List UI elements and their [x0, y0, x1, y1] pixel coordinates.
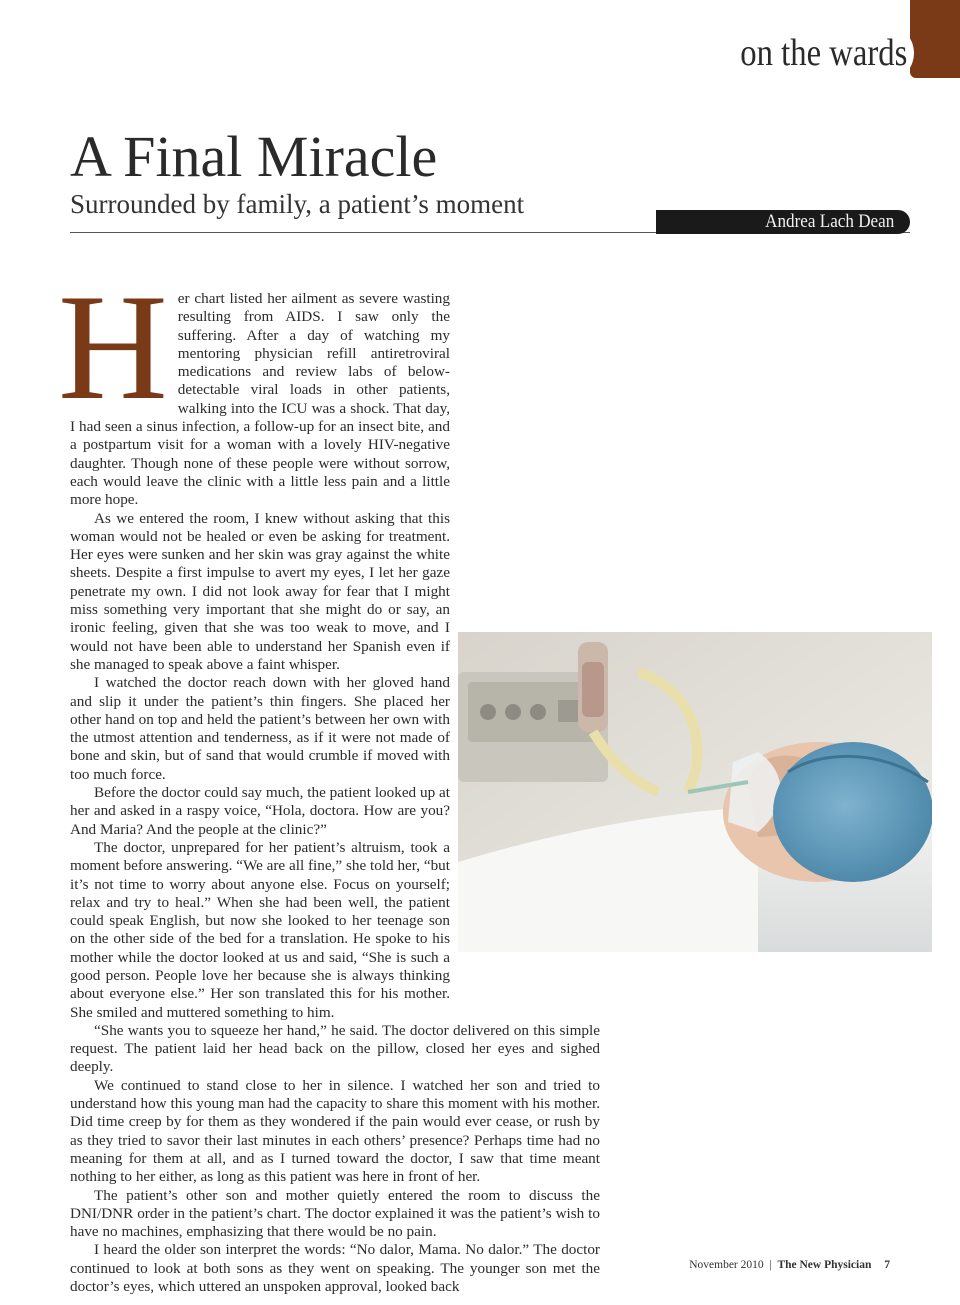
page-footer	[689, 1258, 890, 1272]
paragraph-3: I watched the doctor reach down with her gloved hand and slip it under the patient’s thin fingers. She placed her other hand on top and held the patient’s between her own with the utmost attention and tenderness, as if it were not made of bone and skin, but of sand that would crumble if moved with too much force.	[70, 674, 450, 783]
paragraph-1-text: er chart listed her ailment as severe wasting resulting from AIDS. I saw only the suffering. After a day of watching my mentoring physician refill antiretroviral medications and review labs of below-detectable viral loads in other patients, walking into the ICU was a shock. That day, I had seen a sinus infection, a follow-up for an insect bite, and a postpartum visit for a woman with a lovely HIV-negative daughter. Though none of these people were without sorrow, each would leave the clinic with a little less pain and a little more hope.	[70, 290, 450, 509]
author-name: Andrea Lach Dean	[764, 211, 894, 232]
footer-date: November 2010	[689, 1259, 764, 1271]
footer-separator: |	[769, 1259, 772, 1271]
paragraph-8: The patient’s other son and mother quietly entered the room to discuss the DNI/DNR order in the patient’s chart. The doctor explained it was the patient’s wish to have no machines, emphasizing that there would be no pain.	[70, 1186, 600, 1241]
section-tab-strip	[910, 0, 960, 78]
paragraph-1	[58, 263, 600, 510]
section-label: on the wards	[726, 28, 914, 78]
footer-publication: The New Physician	[777, 1259, 872, 1271]
article-subtitle: Surrounded by family, a patient’s moment	[70, 189, 525, 219]
article-body	[58, 263, 600, 1296]
paragraph-4: Before the doctor could say much, the patient looked up at her and asked in a raspy voice, “Hola, doctora. How are you? And Maria? And the people at the clinic?”	[70, 784, 450, 838]
author-byline	[656, 210, 910, 234]
paragraph-2: As we entered the room, I knew without asking that this woman would not be healed or even be asking for treatment. Her eyes were sunken and her skin was gray against the white sheets. Despite a first impulse to avert my eyes, I let her gaze penetrate my own. I did not look away for fear that I might miss something very important that she might do or say, an ironic feeling, given that she was too weak to move, and I would not have been able to understand her Spanish even if she managed to speak above a faint whisper.	[70, 509, 450, 673]
page-number: 7	[884, 1259, 890, 1271]
paragraph-5: The doctor, unprepared for her patient’s altruism, took a moment before answering. “We are all fine,” she told her, “but it’s not time to worry about anyone else. Focus on yourself; relax and try to heal.” When she had been well, the patient could speak English, but now she looked to her teenage son on the other side of the bed for a translation. He spoke to his mother while the doctor looked at us and said, “She is such a good person. People love her because she is always thinking about everyone else.” Her son translated this for his mother. She smiled and muttered something to him.	[70, 838, 450, 1021]
paragraph-6: “She wants you to squeeze her hand,” he said. The doctor delivered on this simple request. The patient laid her head back on the pillow, closed her eyes and sighed deeply.	[70, 1021, 600, 1076]
paragraph-7: We continued to stand close to her in silence. I watched her son and tried to understand how this young man had the capacity to share this moment with his mother. Did time creep by for them as they wondered if the pain would ever cease, or rush by as they tried to savor their last minutes in each others’ presence? Perhaps time had no meaning for them at all, and as I turned toward the doctor, I saw that time meant nothing to her either, as long as this patient was here in front of her.	[70, 1076, 600, 1186]
paragraph-9: I heard the older son interpret the words: “No dalor, Mama. No dalor.” The doctor continued to look at both sons as they went on speaking. The younger son met the doctor’s eyes, which uttered an unspoken approval, looked back	[70, 1241, 600, 1296]
article-title: A Final Miracle	[70, 124, 438, 189]
drop-cap: H	[58, 263, 168, 431]
photo-wrap-spacer	[450, 629, 600, 999]
